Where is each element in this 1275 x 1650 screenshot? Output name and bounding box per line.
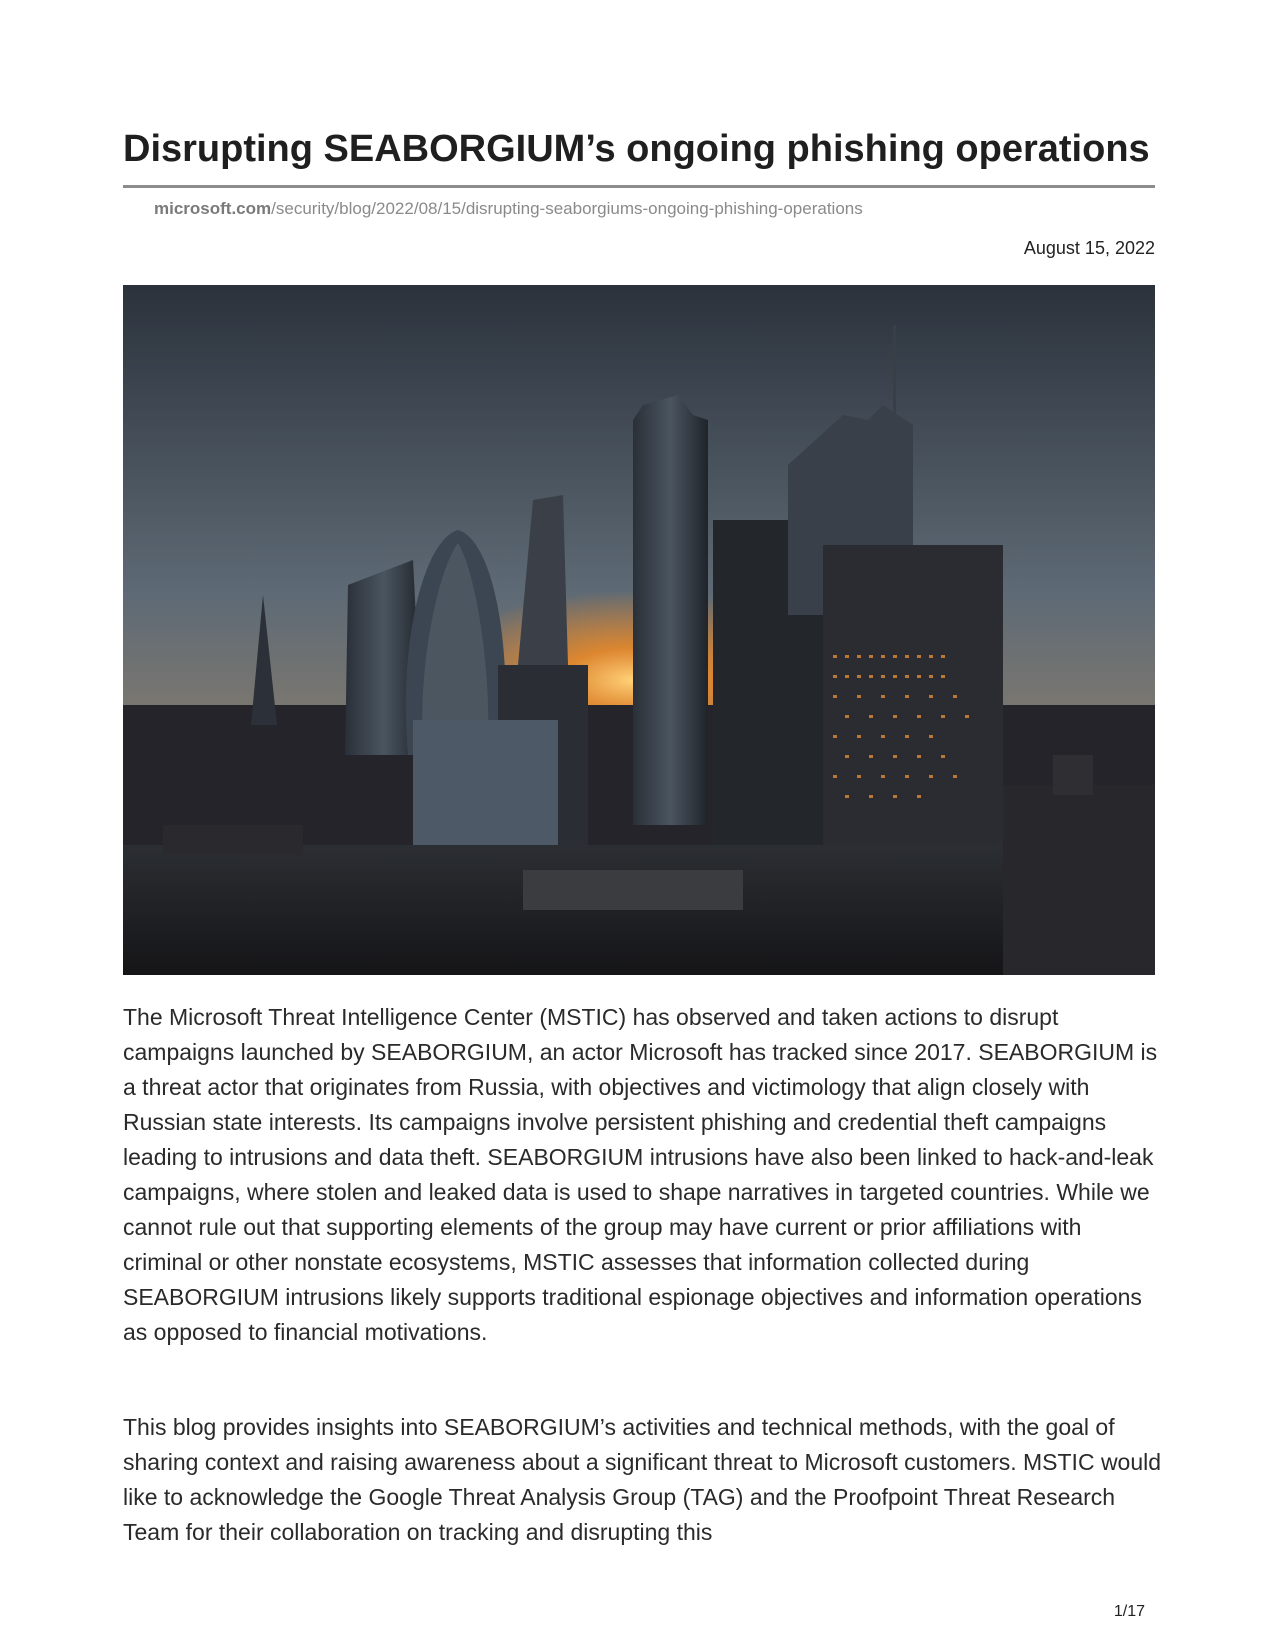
city-skyline-illustration [123, 285, 1155, 975]
publish-date: August 15, 2022 [1023, 238, 1155, 258]
url-domain: microsoft.com [154, 199, 272, 218]
paragraph-2: This blog provides insights into SEABORGIUM’s activities and technical methods, with the goal of sharing context and raising awareness about a significant threat to Microsoft customers. MSTIC would like to acknowledge the Google Threat Analysis Group (TAG) and the Proofpoint Threat Research Team for their collaboration on tracking and disrupting this [123, 1414, 1162, 1545]
page-number: 1/17 [1113, 1603, 1145, 1620]
title-divider [123, 185, 1155, 188]
article-title: Disrupting SEABORGIUM’s ongoing phishing operations [123, 128, 1150, 170]
hero-image [123, 285, 1155, 975]
source-url [154, 199, 863, 219]
url-path: /security/blog/2022/08/15/disrupting-seaborgiums-ongoing-phishing-operations [271, 199, 863, 218]
paragraph-1: The Microsoft Threat Intelligence Center (MSTIC) has observed and taken actions to disrupt campaigns launched by SEABORGIUM, an actor Microsoft has tracked since 2017. SEABORGIUM is a threat actor that originates from Russia, with objectives and victimology that align closely with Russian state interests. Its campaigns involve persistent phishing and credential theft campaigns leading to intrusions and data theft. SEABORGIUM intrusions have also been linked to hack-and-leak campaigns, where stolen and leaked data is used to shape narratives in targeted countries. While we cannot rule out that supporting elements of the group may have current or prior affiliations with criminal or other nonstate ecosystems, MSTIC assesses that information collected during SEABORGIUM intrusions likely supports traditional espionage objectives and information operations as opposed to financial motivations. [123, 1004, 1158, 1345]
